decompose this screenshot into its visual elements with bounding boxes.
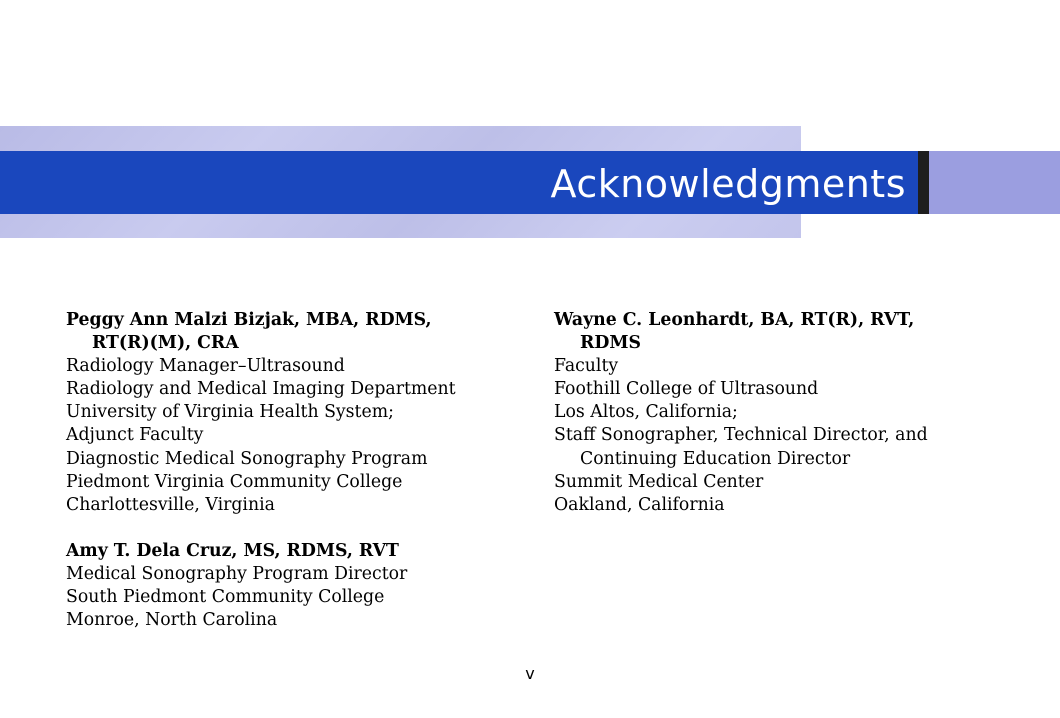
- affiliation-line: Summit Medical Center: [554, 471, 764, 492]
- contributor-credentials: , MBA, RDMS,: [294, 310, 432, 330]
- contributor-entry-dela-cruz: [66, 540, 486, 632]
- contributor-credentials-continued: RDMS: [580, 333, 641, 354]
- affiliation-line: Radiology and Medical Imaging Department: [66, 379, 456, 400]
- affiliation-line: University of Virginia Health System;: [66, 402, 394, 423]
- contributor-credentials: , BA, RT(R), RVT,: [748, 310, 915, 330]
- affiliation-line: Adjunct Faculty: [66, 425, 204, 446]
- contributor-credentials-continued: RT(R)(M), CRA: [92, 333, 239, 354]
- affiliation-line-continued: Continuing Education Director: [580, 448, 851, 469]
- affiliation-line: Faculty: [554, 356, 619, 377]
- affiliation-line: Medical Sonography Program Director: [66, 563, 408, 584]
- contributor-credentials: , MS, RDMS, RVT: [231, 540, 399, 561]
- left-column: [66, 309, 486, 655]
- affiliation-line: Los Altos, California;: [554, 402, 738, 423]
- header-band-accent: [929, 151, 1060, 214]
- page-number: v: [525, 664, 535, 683]
- contributor-name-line: [66, 309, 486, 332]
- contributor-entry-bizjak: [66, 309, 486, 517]
- affiliation-line: Piedmont Virginia Community College: [66, 471, 403, 492]
- header-band-edge: [918, 151, 929, 214]
- contributor-name: Peggy Ann Malzi Bizjak: [66, 310, 294, 330]
- contributor-name-line: [66, 540, 486, 563]
- right-column: [554, 309, 994, 540]
- affiliation-line: Oakland, California: [554, 494, 725, 515]
- affiliation-line: Diagnostic Medical Sonography Program: [66, 448, 428, 469]
- affiliation-line: Staff Sonographer, Technical Director, and: [554, 425, 928, 446]
- affiliation-line: Foothill College of Ultrasound: [554, 379, 819, 400]
- page-title: Acknowledgments: [550, 162, 906, 206]
- contributor-name: Amy T. Dela Cruz: [66, 540, 232, 561]
- contributor-name: Wayne C. Leonhardt: [554, 310, 749, 330]
- affiliation-line: South Piedmont Community College: [66, 587, 385, 608]
- contributor-entry-leonhardt: [554, 309, 994, 517]
- affiliation-line: Charlottesville, Virginia: [66, 494, 275, 515]
- contributor-name-line: [554, 309, 994, 332]
- affiliation-line: Radiology Manager–Ultrasound: [66, 356, 345, 377]
- affiliation-line: Monroe, North Carolina: [66, 610, 278, 631]
